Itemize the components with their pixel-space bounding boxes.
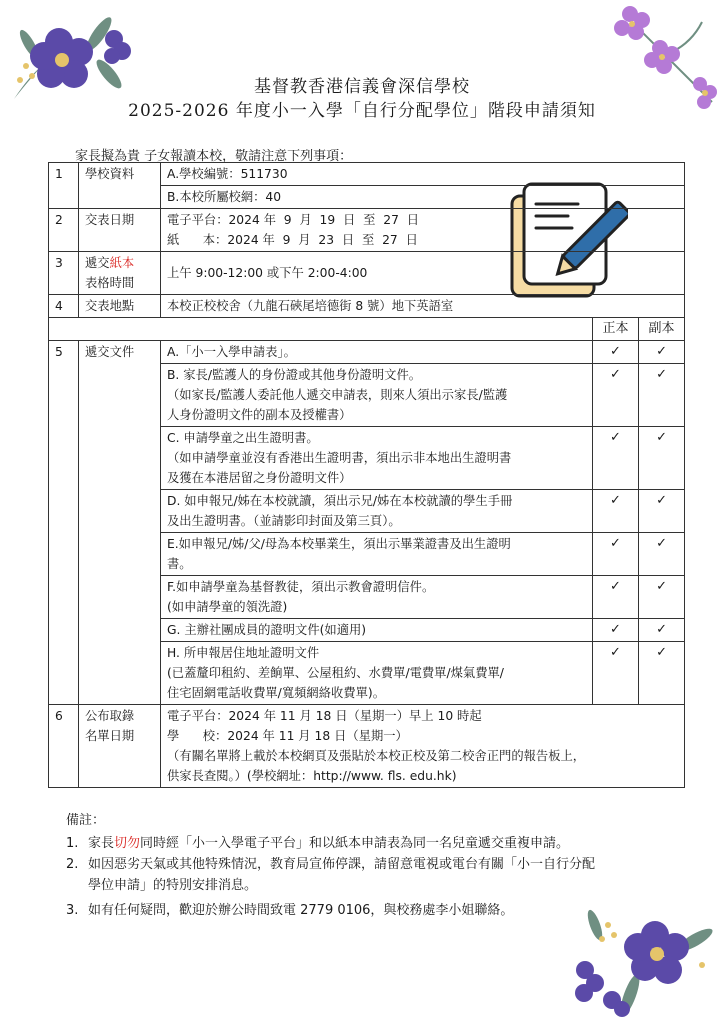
- row-label: 學校資料: [79, 163, 161, 209]
- document-item: [161, 576, 593, 619]
- row-number: 4: [49, 295, 79, 318]
- document-line: 及出生證明書。（並請影印封面及第三頁）。: [167, 514, 401, 528]
- submission-hours: 上午 9:00-12:00 或下午 2:00-4:00: [161, 252, 685, 295]
- row-label: 交表地點: [79, 295, 161, 318]
- online-dates: 電子平台：2024 年 9 月 19 日 至 27 日: [167, 213, 420, 227]
- row-number: 3: [49, 252, 79, 295]
- checkmark-icon: ✓: [593, 490, 639, 533]
- row-label-part: 名單日期: [85, 729, 135, 743]
- table-row: [49, 341, 685, 364]
- school-code: A.學校編號：511730: [161, 163, 685, 186]
- note-text: 同時經「小一入學電子平台」和以紙本申請表為同一名兒童遞交重複申請。: [140, 836, 570, 851]
- announcement-dates: [161, 705, 685, 788]
- document-line: G. 主辦社團成員的證明文件(如適用): [167, 623, 367, 637]
- row-number: 6: [49, 705, 79, 788]
- document-line: (如申請學童的領洗證): [167, 600, 288, 614]
- blank-cell: [49, 318, 593, 341]
- note-text: 如因惡劣天氣或其他特殊情況，教育局宣佈停課，請留意電視或電台有關「小一自行分配: [88, 857, 596, 872]
- paper-dates: 紙 本：2024 年 9 月 23 日 至 27 日: [167, 233, 418, 247]
- row-label: [79, 705, 161, 788]
- announcement-note: （有關名單將上載於本校網頁及張貼於本校正校及第二校舍正門的報告板上，: [167, 749, 586, 763]
- document-line: 書。: [167, 557, 192, 571]
- submission-location: 本校正校校舍（九龍石硤尾培德街 8 號）地下英語室: [161, 295, 685, 318]
- document-line: D. 如申報兄/姊在本校就讀，須出示兄/姊在本校就讀的學生手冊: [167, 494, 513, 508]
- row-label: 遞交文件: [79, 341, 161, 705]
- document-item: [161, 619, 593, 642]
- row-label-highlight: 紙本: [109, 256, 135, 270]
- document-line: A.「小一入學申請表」。: [167, 345, 296, 359]
- row-label: [79, 252, 161, 295]
- note-item: [66, 854, 595, 896]
- document-line: (已蓋釐印租約、差餉單、公屋租約、水費單/電費單/煤氣費單/: [167, 666, 504, 680]
- column-header-copy: 副本: [639, 318, 685, 341]
- row-number: 5: [49, 341, 79, 705]
- table-row: [49, 209, 685, 252]
- school-net: B.本校所屬校網：40: [161, 186, 685, 209]
- checkmark-icon: ✓: [639, 364, 685, 427]
- checkmark-icon: ✓: [593, 427, 639, 490]
- document-line: （如家長/監護人委託他人遞交申請表，則來人須出示家長/監護: [167, 388, 508, 402]
- row-number: 2: [49, 209, 79, 252]
- document-line: 人身份證明文件的副本及授權書）: [167, 408, 352, 422]
- document-line: C. 申請學童之出生證明書。: [167, 431, 319, 445]
- table-row: [49, 163, 685, 186]
- row-label: 交表日期: [79, 209, 161, 252]
- document-line: 及獲在本港居留之身份證明文件）: [167, 471, 352, 485]
- note-item: [66, 833, 595, 854]
- document-item: [161, 533, 593, 576]
- checkmark-icon: ✓: [593, 642, 639, 705]
- document-line: E.如申報兄/姊/父/母為本校畢業生，須出示畢業證書及出生證明: [167, 537, 511, 551]
- checkmark-icon: ✓: [639, 427, 685, 490]
- document-line: （如申請學童並沒有香港出生證明書，須出示非本地出生證明書: [167, 451, 512, 465]
- document-item: [161, 642, 593, 705]
- note-item: [66, 900, 595, 921]
- checkmark-icon: ✓: [639, 576, 685, 619]
- document-line: 住宅固網電話收費單/寬頻網絡收費單)。: [167, 686, 385, 700]
- requirements-table: [48, 162, 685, 788]
- checkmark-icon: ✓: [593, 341, 639, 364]
- table-row: [49, 318, 685, 341]
- note-highlight: 切勿: [114, 836, 141, 851]
- page-title: 2025-2026 年度小一入學「自行分配學位」階段申請須知: [128, 101, 596, 121]
- online-announcement: 電子平台：2024 年 11 月 18 日（星期一）早上 10 時起: [167, 709, 482, 723]
- table-row: [49, 295, 685, 318]
- checkmark-icon: ✓: [639, 533, 685, 576]
- school-announcement: 學 校：2024 年 11 月 18 日（星期一）: [167, 729, 408, 743]
- note-number: 3.: [66, 903, 79, 918]
- document-item: [161, 490, 593, 533]
- checkmark-icon: ✓: [639, 490, 685, 533]
- row-label-part: 表格時間: [85, 276, 135, 290]
- document-item: [161, 364, 593, 427]
- school-name: 基督教香港信義會深信學校: [254, 77, 470, 97]
- intro-text: 家長擬為貴 子女報讀本校，敬請注意下列事項：: [75, 149, 353, 164]
- note-text: 如有任何疑問，歡迎於辦公時間致電 2779 0106，與校務處李小姐聯絡。: [88, 903, 514, 918]
- checkmark-icon: ✓: [639, 341, 685, 364]
- checkmark-icon: ✓: [593, 364, 639, 427]
- note-number: 2.: [66, 857, 79, 872]
- row-number: 1: [49, 163, 79, 209]
- document-item: [161, 341, 593, 364]
- checkmark-icon: ✓: [639, 619, 685, 642]
- document-line: F.如申請學童為基督教徒，須出示教會證明信件。: [167, 580, 435, 594]
- table-row: [49, 252, 685, 295]
- column-header-original: 正本: [593, 318, 639, 341]
- document-item: [161, 427, 593, 490]
- checkmark-icon: ✓: [639, 642, 685, 705]
- checkmark-icon: ✓: [593, 576, 639, 619]
- table-row: [49, 705, 685, 788]
- school-website: 供家長查閱。）(學校網址：http://www. fls. edu.hk): [167, 769, 457, 783]
- row-label-part: 遞交: [85, 256, 110, 270]
- document-line: H. 所申報居住地址證明文件: [167, 646, 320, 660]
- row-label-part: 公布取錄: [85, 709, 135, 723]
- submission-dates: [161, 209, 685, 252]
- checkmark-icon: ✓: [593, 619, 639, 642]
- note-text: 學位申請」的特別安排消息。: [88, 878, 258, 893]
- checkmark-icon: ✓: [593, 533, 639, 576]
- notes-section: [66, 810, 595, 921]
- note-number: 1.: [66, 836, 79, 851]
- notes-header: 備註：: [66, 813, 106, 828]
- note-text: 家長: [88, 836, 115, 851]
- document-line: B. 家長/監護人的身份證或其他身份證明文件。: [167, 368, 422, 382]
